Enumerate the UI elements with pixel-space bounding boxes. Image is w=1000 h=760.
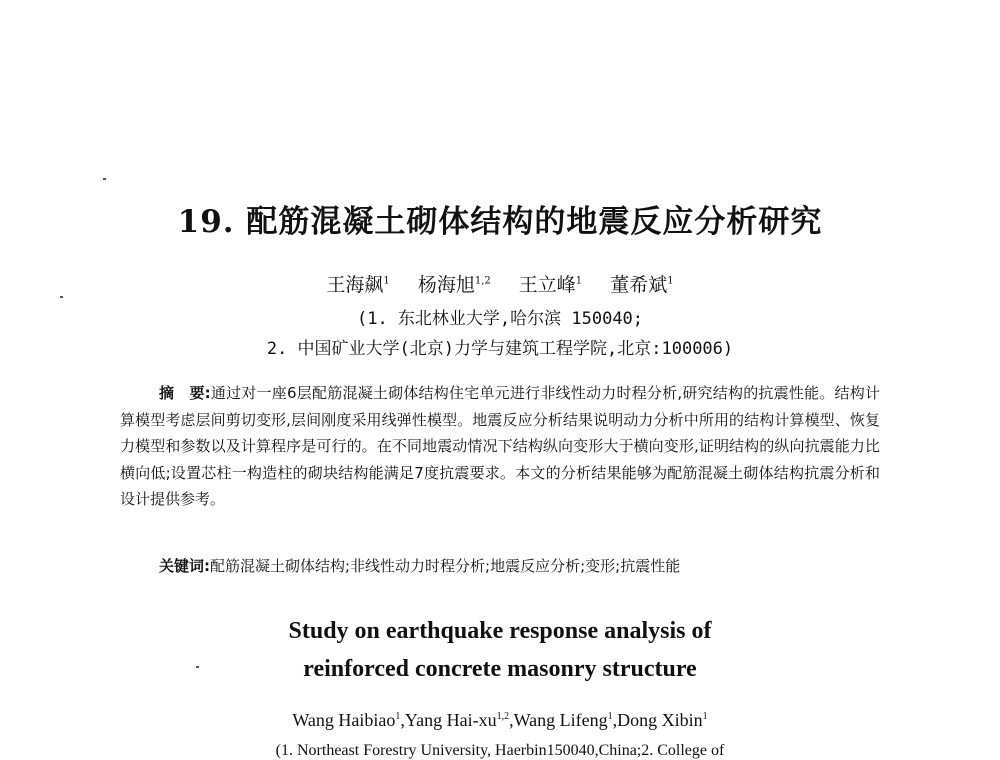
author-cn	[519, 274, 582, 296]
keywords-label: 关键词:	[159, 557, 210, 575]
author-en-sup: 1	[395, 711, 401, 722]
author-cn-sup: 1	[383, 275, 390, 287]
keywords-cn	[120, 555, 880, 576]
abstract-label: 摘 要:	[159, 384, 211, 402]
english-title-line-1: Study on earthquake response analysis of	[288, 618, 712, 644]
author-cn	[610, 274, 673, 296]
authors-cn	[0, 270, 1000, 297]
author-en-name: Wang Lifeng	[513, 710, 608, 730]
author-en-name: Yang Hai-xu	[404, 710, 497, 730]
affiliation-en: (1. Northeast Forestry University, Haerbin150040,China;2. College of	[275, 742, 725, 759]
affiliation-cn-line-2: 2. 中国矿业大学(北京)力学与建筑工程学院,北京:100006)	[266, 339, 734, 359]
author-cn-name: 董希斌	[610, 274, 668, 296]
author-en-sep: ,	[400, 710, 405, 730]
author-en-name: Dong Xibin	[617, 710, 703, 730]
author-cn-name: 杨海旭	[417, 274, 475, 296]
scan-speck	[103, 178, 106, 180]
affiliation-cn-line-1: (1. 东北林业大学,哈尔滨 150040;	[356, 309, 644, 329]
english-title	[0, 612, 1000, 688]
authors-en	[0, 710, 1000, 731]
author-en-sup: 1	[702, 711, 708, 722]
author-en-sup: 1,2	[496, 711, 510, 722]
paper-title: 19. 配筋混凝土砌体结构的地震反应分析研究	[177, 204, 823, 240]
author-en-sup: 1	[607, 711, 613, 722]
abstract-cn	[120, 380, 880, 513]
author-en-sep: ,	[509, 710, 514, 730]
abstract-text: 通过对一座6层配筋混凝土砌体结构住宅单元进行非线性动力时程分析,研究结构的抗震性能。结构计算模型考虑层间剪切变形,层间刚度采用线弹性模型。地震反应分析结果说明动力分析中所用的结构计算模型、恢复力模型和参数以及计算程序是可行的。在不同地震动情况下结构纵向变形大于横向变形,证明结构的纵向抗震能力比横向低;设置芯柱一构造柱的砌块结构能满足7度抗震要求。本文的分析结果能够为配筋混凝土砌体结构抗震分析和设计提供参考。	[120, 384, 880, 509]
author-cn-name: 王海飙	[326, 274, 384, 296]
author-cn	[326, 274, 389, 296]
english-title-line-2: reinforced concrete masonry structure	[303, 656, 697, 682]
author-en-name: Wang Haibiao	[292, 710, 396, 730]
author-cn-sup: 1	[667, 275, 674, 287]
keywords-text: 配筋混凝土砌体结构;非线性动力时程分析;地震反应分析;变形;抗震性能	[210, 557, 681, 575]
author-en-sep: ,	[612, 710, 618, 730]
author-cn	[418, 274, 491, 296]
author-cn-name: 王立峰	[518, 274, 576, 296]
author-cn-sup: 1	[575, 275, 583, 287]
author-cn-sup: 1,2	[474, 275, 491, 287]
